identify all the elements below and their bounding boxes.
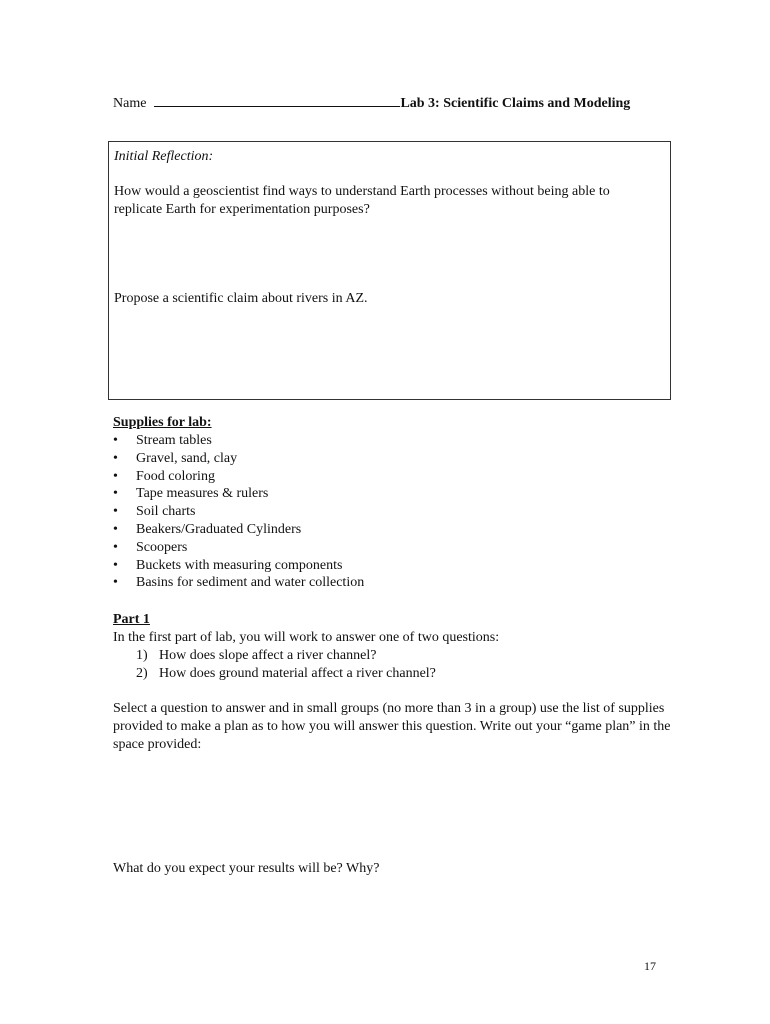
question-text: How does ground material affect a river channel? xyxy=(159,666,436,681)
bullet-icon: • xyxy=(113,557,118,573)
list-item xyxy=(113,647,673,665)
supply-item-label: Buckets with measuring components xyxy=(136,557,343,573)
list-item xyxy=(113,665,673,683)
supply-item-label: Scoopers xyxy=(136,539,188,555)
list-item xyxy=(113,450,673,468)
bullet-icon: • xyxy=(113,575,118,591)
supply-item-label: Beakers/Graduated Cylinders xyxy=(136,521,302,537)
bullet-icon: • xyxy=(113,450,118,466)
reflection-heading: Initial Reflection: xyxy=(114,149,214,164)
header-line xyxy=(113,93,658,113)
supply-item-label: Tape measures & rulers xyxy=(136,486,269,502)
supply-item-label: Food coloring xyxy=(136,468,215,484)
bullet-icon: • xyxy=(113,433,118,448)
supplies-list xyxy=(113,432,673,592)
bullet-icon: • xyxy=(113,521,118,537)
supplies-section xyxy=(113,414,673,592)
part-1-question-list xyxy=(113,647,673,683)
list-item xyxy=(113,485,673,503)
reflection-question-2: Propose a scientific claim about rivers in AZ. xyxy=(114,291,368,306)
part-1-intro: In the first part of lab, you will work to answer one of two questions: xyxy=(113,630,500,645)
list-item xyxy=(113,539,673,557)
supply-item-label: Basins for sediment and water collection xyxy=(136,575,365,591)
game-plan-instructions: Select a question to answer and in small groups (no more than 3 in a group) use the list of supplies provided to make a plan as to how you will answer this question. Write out your “game plan” in the space provided: xyxy=(113,701,671,752)
lab-title: Lab 3: Scientific Claims and Modeling xyxy=(400,96,631,111)
page-number: 17 xyxy=(644,959,656,973)
question-text: How does slope affect a river channel? xyxy=(159,648,377,663)
name-blank-line xyxy=(154,93,400,107)
bullet-icon: • xyxy=(113,468,118,484)
bullet-icon: • xyxy=(113,539,118,555)
list-item xyxy=(113,503,673,521)
part-1-title: Part 1 xyxy=(113,612,150,627)
bullet-icon: • xyxy=(113,486,118,502)
question-number: 1) xyxy=(136,648,148,663)
supply-item-label: Soil charts xyxy=(136,504,196,520)
initial-reflection-box xyxy=(108,141,671,400)
list-item xyxy=(113,521,673,539)
supply-item-label: Gravel, sand, clay xyxy=(136,450,238,466)
supply-item-label: Stream tables xyxy=(136,433,212,448)
expected-results-question: What do you expect your results will be? Why? xyxy=(113,861,380,876)
list-item xyxy=(113,468,673,486)
part-1-section xyxy=(113,611,673,683)
bullet-icon: • xyxy=(113,504,118,520)
supplies-title: Supplies for lab: xyxy=(113,415,212,430)
list-item xyxy=(113,574,673,592)
list-item xyxy=(113,557,673,575)
reflection-question-1: How would a geoscientist find ways to understand Earth processes without being able to replicate Earth for experimentation purposes? xyxy=(114,184,610,217)
name-label: Name xyxy=(113,96,147,111)
question-number: 2) xyxy=(136,666,148,681)
list-item xyxy=(113,432,673,450)
